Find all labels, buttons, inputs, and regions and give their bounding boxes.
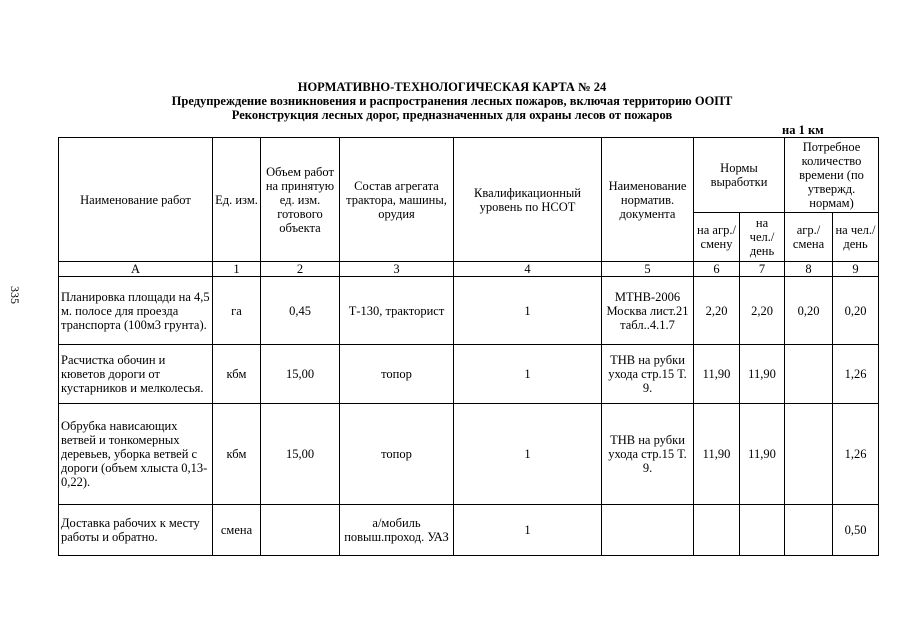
cell-composition: а/мобиль повыш.проход. УАЗ: [340, 505, 454, 556]
cell-unit: смена: [213, 505, 261, 556]
column-index: А: [59, 262, 213, 277]
table-row: [59, 404, 879, 505]
table-row: [59, 505, 879, 556]
cell-time-agr: [785, 345, 833, 404]
header-unit: Ед. изм.: [213, 138, 261, 262]
unit-note: на 1 км: [782, 123, 824, 137]
header-time-need: Потребное количество времени (по утвержд. нормам): [785, 138, 879, 213]
cell-unit: га: [213, 277, 261, 345]
cell-norm-agr: 2,20: [694, 277, 740, 345]
page-number: 335: [8, 286, 22, 304]
cell-qualification: 1: [454, 404, 602, 505]
cell-work-name: Расчистка обочин и кюветов дороги от кустарников и мелколесья.: [59, 345, 213, 404]
column-index: 7: [740, 262, 785, 277]
header-output-norms: Нормы выработки: [694, 138, 785, 213]
cell-volume: [261, 505, 340, 556]
cell-time-agr: [785, 404, 833, 505]
subheader-man-day: на чел./ день: [740, 213, 785, 262]
cell-time-man: 0,20: [833, 277, 879, 345]
cell-volume: 0,45: [261, 277, 340, 345]
table-row: [59, 345, 879, 404]
column-index: 4: [454, 262, 602, 277]
column-index-row: [59, 262, 879, 277]
cell-unit: кбм: [213, 345, 261, 404]
header-work-name: Наименование работ: [59, 138, 213, 262]
header-qualification: Квалификационный уровень по НСОТ: [454, 138, 602, 262]
cell-volume: 15,00: [261, 404, 340, 505]
header-norm-document: Наименование норматив. документа: [602, 138, 694, 262]
cell-qualification: 1: [454, 345, 602, 404]
cell-document: [602, 505, 694, 556]
table-header-row: [59, 138, 879, 213]
cell-work-name: Планировка площади на 4,5 м. полосе для проезда транспорта (100м3 грунта).: [59, 277, 213, 345]
cell-work-name: Обрубка нависающих ветвей и тонкомерных деревьев, уборка ветвей с дороги (объем хлыста 0,13-0,22).: [59, 404, 213, 505]
cell-norm-man: 2,20: [740, 277, 785, 345]
cell-work-name: Доставка рабочих к месту работы и обратно.: [59, 505, 213, 556]
cell-norm-man: [740, 505, 785, 556]
cell-document: ТНВ на рубки ухода стр.15 Т. 9.: [602, 404, 694, 505]
cell-document: ТНВ на рубки ухода стр.15 Т. 9.: [602, 345, 694, 404]
norm-table: [58, 137, 879, 556]
cell-norm-agr: 11,90: [694, 404, 740, 505]
cell-norm-agr: 11,90: [694, 345, 740, 404]
cell-qualification: 1: [454, 505, 602, 556]
subheader-man-day-time: на чел./ день: [833, 213, 879, 262]
cell-norm-agr: [694, 505, 740, 556]
cell-unit: кбм: [213, 404, 261, 505]
cell-norm-man: 11,90: [740, 345, 785, 404]
cell-time-man: 1,26: [833, 345, 879, 404]
header-volume: Объем работ на принятую ед. изм. готового объекта: [261, 138, 340, 262]
document-subtitle-secondary: Реконструкция лесных дорог, предназначенных для охраны лесов от пожаров: [231, 108, 673, 122]
column-index: 6: [694, 262, 740, 277]
subheader-agr-shift: на агр./ смену: [694, 213, 740, 262]
cell-qualification: 1: [454, 277, 602, 345]
cell-time-man: 1,26: [833, 404, 879, 505]
document-subtitle: Предупреждение возникновения и распространения лесных пожаров, включая территорию ООПТ: [171, 94, 733, 108]
table-row: [59, 277, 879, 345]
cell-volume: 15,00: [261, 345, 340, 404]
header-composition: Состав агрегата трактора, машины, орудия: [340, 138, 454, 262]
cell-time-man: 0,50: [833, 505, 879, 556]
column-index: 8: [785, 262, 833, 277]
cell-composition: топор: [340, 345, 454, 404]
cell-composition: топор: [340, 404, 454, 505]
cell-document: МТНВ-2006 Москва лист.21 табл..4.1.7: [602, 277, 694, 345]
column-index: 3: [340, 262, 454, 277]
subheader-agr-shift-time: агр./ смена: [785, 213, 833, 262]
cell-time-agr: [785, 505, 833, 556]
column-index: 5: [602, 262, 694, 277]
cell-time-agr: 0,20: [785, 277, 833, 345]
column-index: 1: [213, 262, 261, 277]
cell-norm-man: 11,90: [740, 404, 785, 505]
document-title: НОРМАТИВНО-ТЕХНОЛОГИЧЕСКАЯ КАРТА № 24: [297, 80, 607, 94]
column-index: 9: [833, 262, 879, 277]
column-index: 2: [261, 262, 340, 277]
cell-composition: Т-130, тракторист: [340, 277, 454, 345]
